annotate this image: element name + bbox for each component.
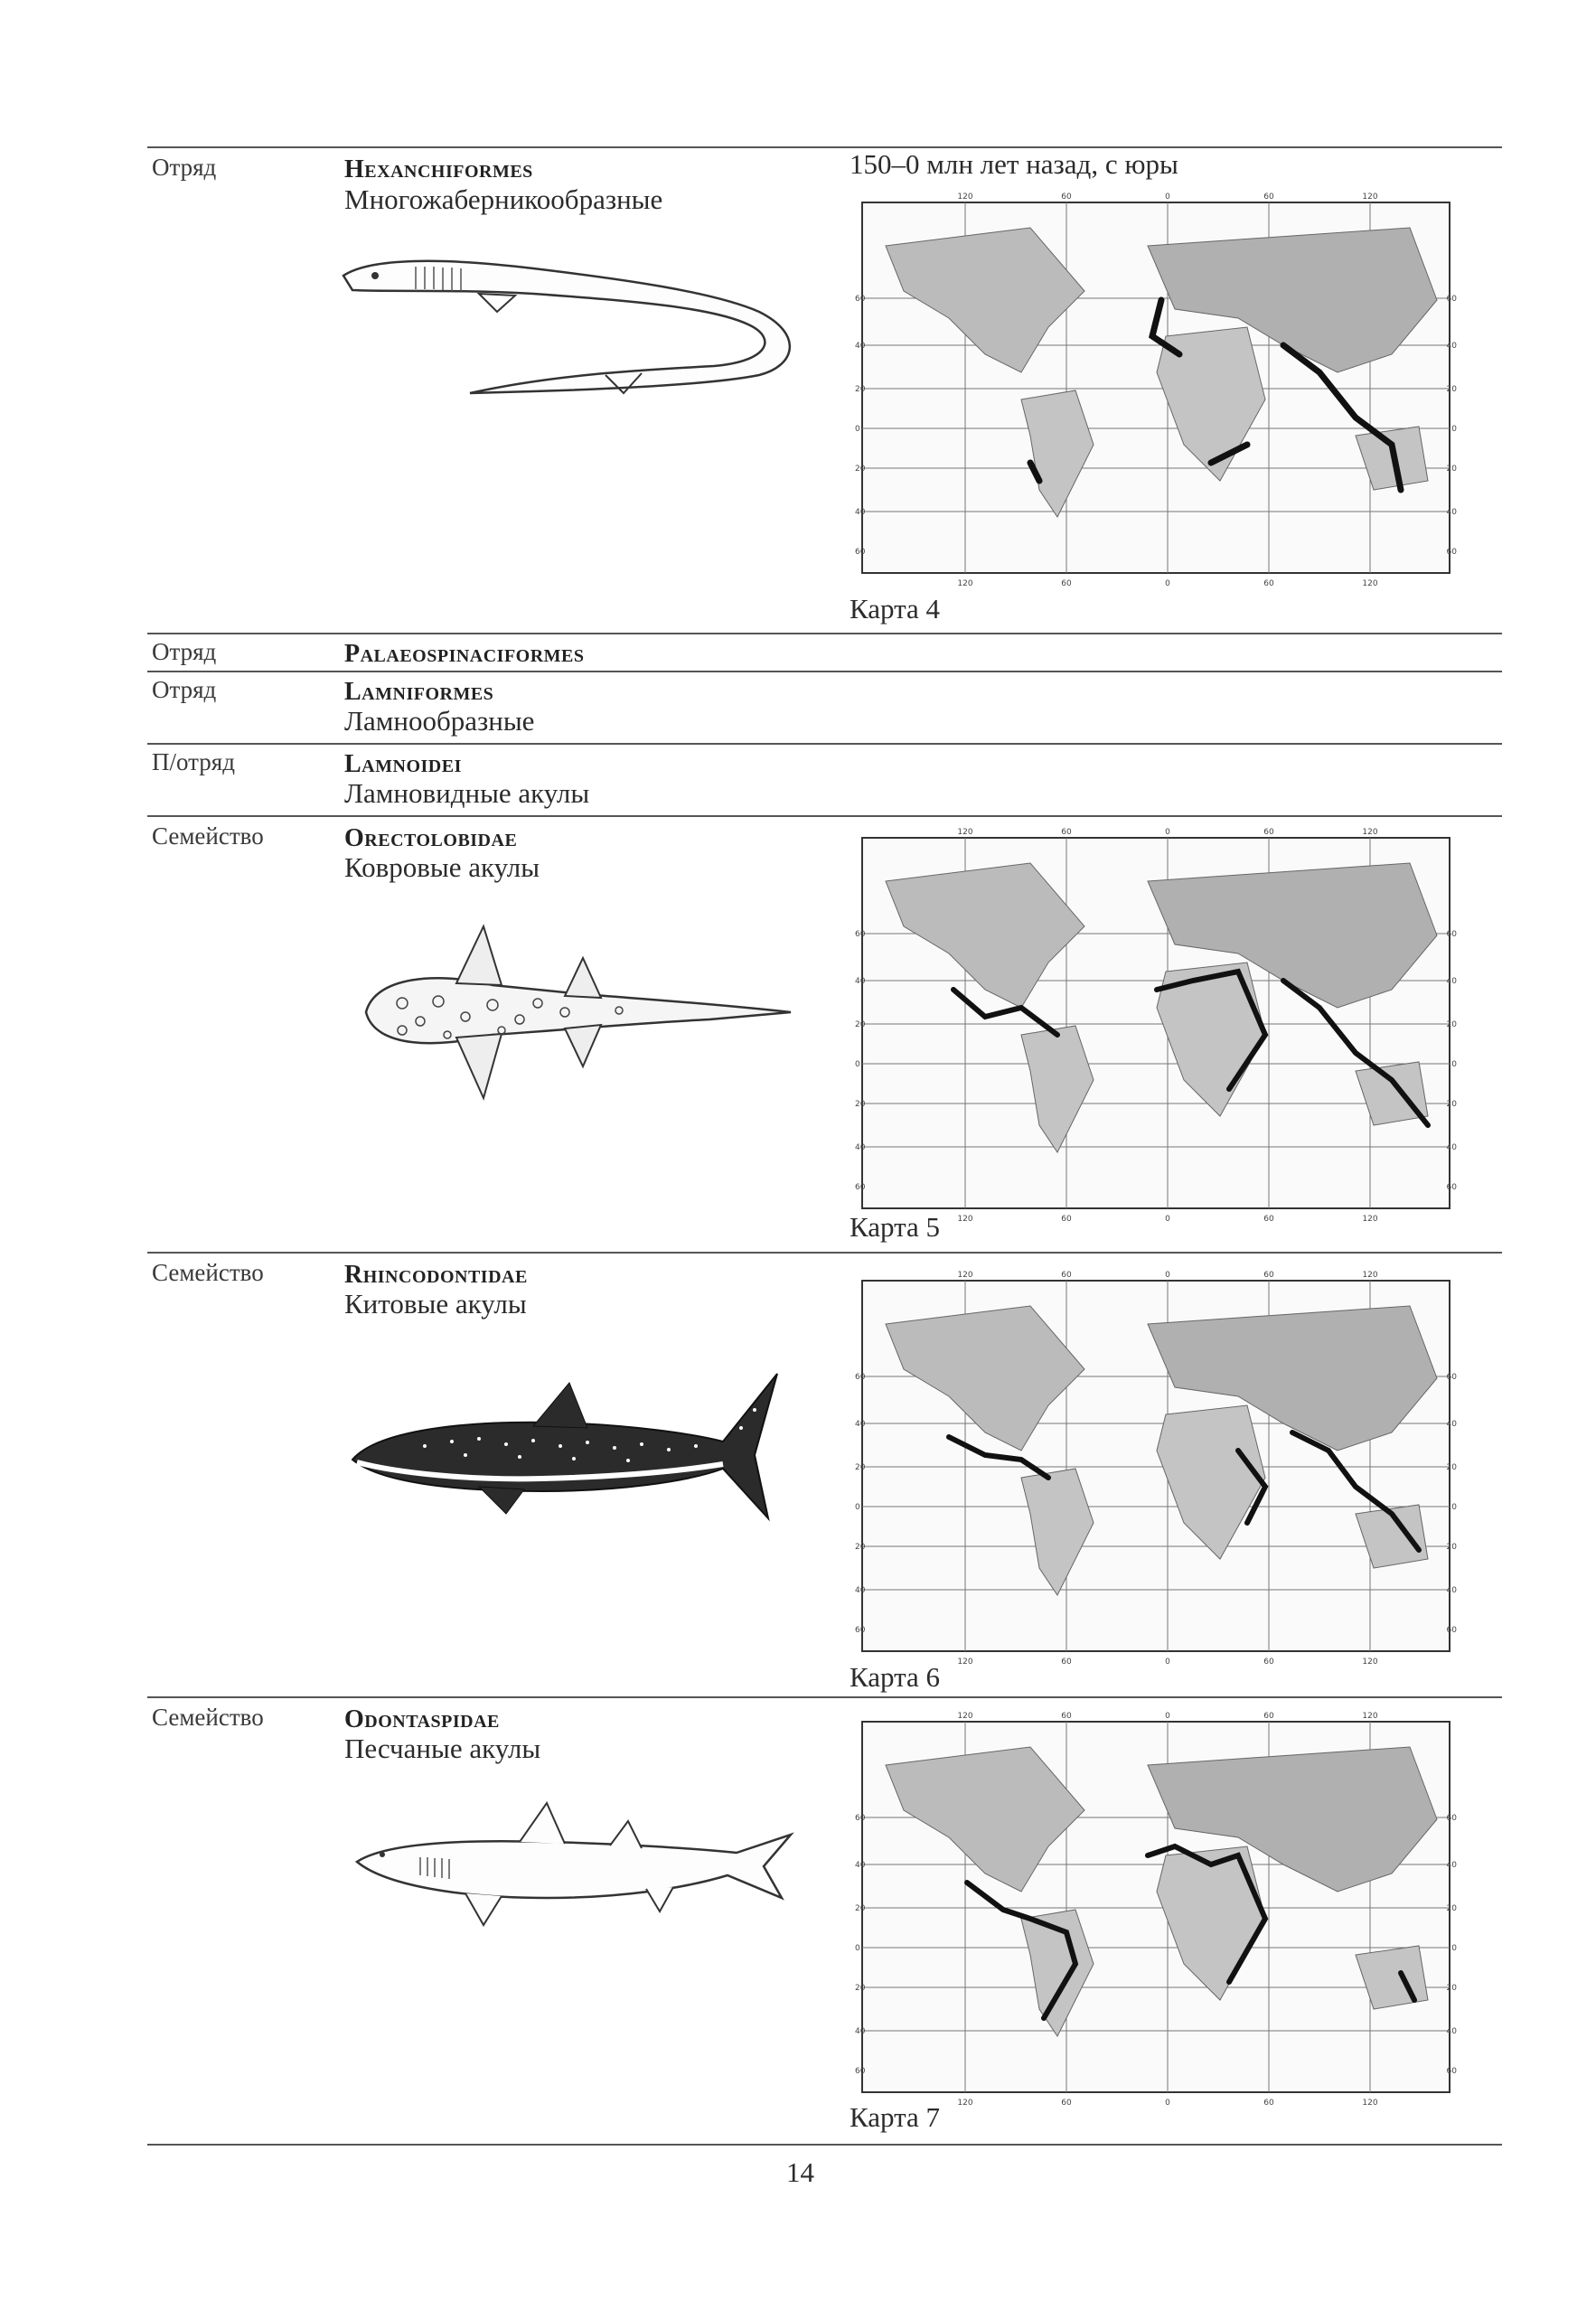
map-latitude-label: 60: [1446, 295, 1457, 304]
taxon-common: Ковровые акулы: [344, 851, 540, 883]
map-longitude-label: 0: [1165, 193, 1170, 202]
map-longitude-label: 60: [1263, 828, 1274, 837]
map-latitude-label: 20: [855, 385, 866, 394]
map-longitude-label: 0: [1165, 2099, 1170, 2108]
map-latitude-label: 40: [1446, 508, 1457, 517]
map-latitude-label: 0: [855, 425, 860, 434]
map-latitude-label: 20: [1446, 1984, 1457, 1993]
map-latitude-label: 40: [855, 1861, 866, 1870]
map-longitude-label: 0: [1165, 1215, 1170, 1224]
map-latitude-label: 20: [1446, 385, 1457, 394]
map-latitude-label: 20: [1446, 1100, 1457, 1109]
map-latitude-label: 60: [1446, 1183, 1457, 1192]
map-latitude-label: 40: [855, 342, 866, 351]
map-latitude-label: 20: [855, 1984, 866, 1993]
map-longitude-label: 120: [957, 193, 973, 202]
map-latitude-label: 60: [1446, 930, 1457, 939]
rule-top: [147, 146, 1502, 148]
taxon-latin: Orectolobidae: [344, 824, 518, 852]
rule: [147, 671, 1502, 672]
map-latitude-label: 60: [855, 1626, 866, 1635]
map-latitude-label: 20: [1446, 1463, 1457, 1472]
map-longitude-label: 120: [1362, 1712, 1378, 1721]
map-latitude-label: 40: [1446, 1861, 1457, 1870]
map-latitude-label: 20: [1446, 1543, 1457, 1552]
rule: [147, 633, 1502, 634]
map-latitude-label: 60: [855, 1814, 866, 1823]
map-latitude-label: 0: [855, 1503, 860, 1512]
map-longitude-label: 120: [1362, 193, 1378, 202]
map-caption: Карта 4: [850, 593, 941, 625]
map-longitude-label: 120: [1362, 579, 1378, 588]
world-map-icon: [850, 1711, 1460, 2108]
map-latitude-label: 20: [855, 1904, 866, 1913]
map-longitude-label: 120: [957, 579, 973, 588]
map-longitude-label: 60: [1263, 1215, 1274, 1224]
sand-tiger-shark-illustration: [348, 1799, 800, 1934]
map-latitude-label: 0: [855, 1944, 860, 1953]
map-latitude-label: 40: [855, 508, 866, 517]
map-latitude-label: 40: [855, 977, 866, 986]
taxon-latin: Hexanchiformes: [344, 155, 533, 183]
map-caption: Карта 7: [850, 2101, 941, 2133]
rank-label: Отряд: [152, 638, 217, 665]
map-latitude-label: 20: [1446, 1020, 1457, 1029]
map-longitude-label: 120: [957, 828, 973, 837]
map-longitude-label: 60: [1263, 579, 1274, 588]
map-latitude-label: 40: [1446, 2027, 1457, 2036]
map-latitude-label: 40: [855, 1143, 866, 1152]
taxon-common: Китовые акулы: [344, 1288, 527, 1320]
map-latitude-label: 40: [1446, 342, 1457, 351]
map-longitude-label: 60: [1061, 1712, 1072, 1721]
map-latitude-label: 60: [1446, 548, 1457, 557]
map-latitude-label: 40: [1446, 1143, 1457, 1152]
map-latitude-label: 60: [855, 1183, 866, 1192]
map-caption: Карта 6: [850, 1661, 941, 1693]
map-latitude-label: 40: [855, 2027, 866, 2036]
map-latitude-label: 40: [855, 1420, 866, 1429]
map-longitude-label: 120: [1362, 2099, 1378, 2108]
map-longitude-label: 120: [1362, 1658, 1378, 1667]
map-caption: Карта 5: [850, 1211, 941, 1243]
taxon-latin: Rhincodontidae: [344, 1261, 528, 1289]
map-latitude-label: 40: [1446, 977, 1457, 986]
rank-label: Отряд: [152, 154, 217, 181]
map-longitude-label: 60: [1061, 828, 1072, 837]
map-longitude-label: 60: [1061, 1271, 1072, 1280]
world-map-icon: [850, 827, 1460, 1225]
rank-label: Семейство: [152, 822, 264, 850]
map-latitude-label: 40: [1446, 1586, 1457, 1595]
map-longitude-label: 0: [1165, 828, 1170, 837]
map-longitude-label: 120: [957, 1712, 973, 1721]
map-longitude-label: 60: [1263, 1271, 1274, 1280]
map-latitude-label: 0: [1451, 425, 1457, 434]
whale-shark-illustration: [343, 1356, 795, 1536]
map-latitude-label: 60: [855, 1373, 866, 1382]
rule: [147, 1252, 1502, 1254]
map-longitude-label: 0: [1165, 579, 1170, 588]
taxon-latin: Odontaspidae: [344, 1705, 500, 1733]
taxon-common: Ламнообразные: [344, 705, 535, 737]
map-longitude-label: 120: [957, 1271, 973, 1280]
page-number: 14: [786, 2156, 814, 2188]
map-longitude-label: 120: [957, 1658, 973, 1667]
map-latitude-label: 20: [855, 1463, 866, 1472]
map-latitude-label: 0: [1451, 1060, 1457, 1069]
map-latitude-label: 40: [1446, 1420, 1457, 1429]
map-latitude-label: 0: [1451, 1944, 1457, 1953]
map-longitude-label: 0: [1165, 1658, 1170, 1667]
map-longitude-label: 60: [1061, 193, 1072, 202]
map-longitude-label: 60: [1061, 1658, 1072, 1667]
rank-label: Семейство: [152, 1704, 264, 1731]
world-map-icon: [850, 192, 1460, 589]
taxon-latin: Palaeospinaciformes: [344, 640, 585, 668]
map-longitude-label: 60: [1263, 2099, 1274, 2108]
map-longitude-label: 60: [1263, 193, 1274, 202]
rule-bottom: [147, 2144, 1502, 2146]
rank-label: П/отряд: [152, 748, 235, 775]
taxon-common: Многожаберникообразные: [344, 183, 663, 215]
map-longitude-label: 60: [1061, 579, 1072, 588]
rank-label: Отряд: [152, 676, 217, 703]
taxon-latin: Lamniformes: [344, 678, 494, 706]
map-latitude-label: 60: [855, 2067, 866, 2076]
rank-label: Семейство: [152, 1259, 264, 1286]
map-latitude-label: 60: [855, 548, 866, 557]
map-latitude-label: 20: [855, 1020, 866, 1029]
map-latitude-label: 20: [855, 1543, 866, 1552]
map-latitude-label: 20: [1446, 465, 1457, 474]
map-latitude-label: 0: [855, 1060, 860, 1069]
map-latitude-label: 20: [855, 1100, 866, 1109]
wobbegong-illustration: [348, 922, 800, 1103]
frilled-shark-illustration: [334, 239, 813, 402]
map-longitude-label: 0: [1165, 1271, 1170, 1280]
map-latitude-label: 0: [1451, 1503, 1457, 1512]
map-latitude-label: 60: [855, 930, 866, 939]
rule: [147, 1696, 1502, 1698]
period-label: 150–0 млн лет назад, с юры: [850, 148, 1178, 180]
map-longitude-label: 120: [957, 2099, 973, 2108]
taxon-common: Песчаные акулы: [344, 1733, 541, 1764]
map-latitude-label: 60: [1446, 1373, 1457, 1382]
map-latitude-label: 60: [1446, 1814, 1457, 1823]
map-longitude-label: 60: [1061, 2099, 1072, 2108]
map-longitude-label: 120: [1362, 828, 1378, 837]
rule: [147, 815, 1502, 817]
map-latitude-label: 40: [855, 1586, 866, 1595]
map-longitude-label: 60: [1061, 1215, 1072, 1224]
map-longitude-label: 120: [1362, 1215, 1378, 1224]
taxon-common: Ламновидные акулы: [344, 777, 590, 809]
map-longitude-label: 60: [1263, 1658, 1274, 1667]
map-longitude-label: 120: [957, 1215, 973, 1224]
world-map-icon: [850, 1270, 1460, 1667]
map-longitude-label: 60: [1263, 1712, 1274, 1721]
map-longitude-label: 0: [1165, 1712, 1170, 1721]
map-latitude-label: 20: [855, 465, 866, 474]
rule: [147, 743, 1502, 745]
map-latitude-label: 60: [1446, 1626, 1457, 1635]
map-latitude-label: 60: [1446, 2067, 1457, 2076]
map-latitude-label: 20: [1446, 1904, 1457, 1913]
map-latitude-label: 60: [855, 295, 866, 304]
map-longitude-label: 120: [1362, 1271, 1378, 1280]
taxon-latin: Lamnoidei: [344, 750, 462, 778]
